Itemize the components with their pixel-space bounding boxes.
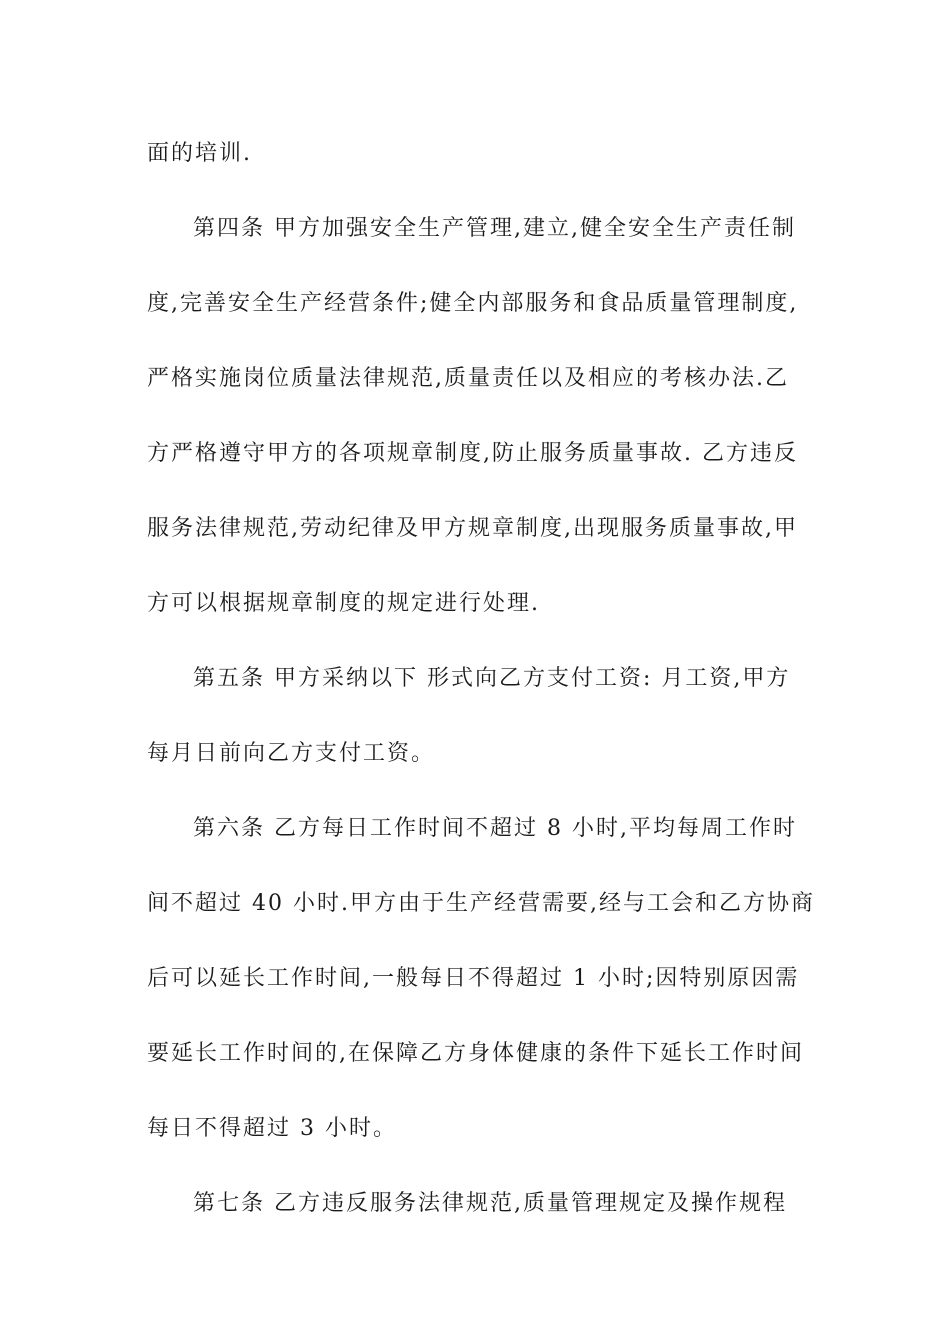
article-6-heading-line: 第六条 乙方每日工作时间不超过 8 小时,平均每周工作时	[193, 816, 797, 841]
article-7-heading-line: 第七条 乙方违反服务法律规范,质量管理规定及操作规程	[193, 1191, 787, 1216]
text-line: 每日不得超过 3 小时。	[147, 1116, 397, 1141]
text-line: 要延长工作时间的,在保障乙方身体健康的条件下延长工作时间	[147, 1041, 804, 1066]
text-line: 方可以根据规章制度的规定进行处理.	[147, 591, 540, 616]
text-line: 每月日前向乙方支付工资。	[147, 741, 436, 766]
text-line: 服务法律规范,劳动纪律及甲方规章制度,出现服务质量事故,甲	[147, 516, 798, 541]
text-line: 度,完善安全生产经营条件;健全内部服务和食品质量管理制度,	[147, 291, 799, 316]
article-4-heading-line: 第四条 甲方加强安全生产管理,建立,健全安全生产责任制	[193, 216, 796, 241]
text-line: 后可以延长工作时间,一般每日不得超过 1 小时;因特别原因需	[147, 966, 800, 991]
text-line: 面的培训.	[147, 141, 252, 166]
text-line: 严格实施岗位质量法律规范,质量责任以及相应的考核办法.乙	[147, 366, 789, 391]
text-line: 方严格遵守甲方的各项规章制度,防止服务质量事故. 乙方违反	[147, 441, 798, 466]
article-5-heading-line: 第五条 甲方采纳以下 形式向乙方支付工资: 月工资,甲方	[193, 666, 791, 691]
text-line: 间不超过 40 小时.甲方由于生产经营需要,经与工会和乙方协商	[147, 891, 815, 916]
